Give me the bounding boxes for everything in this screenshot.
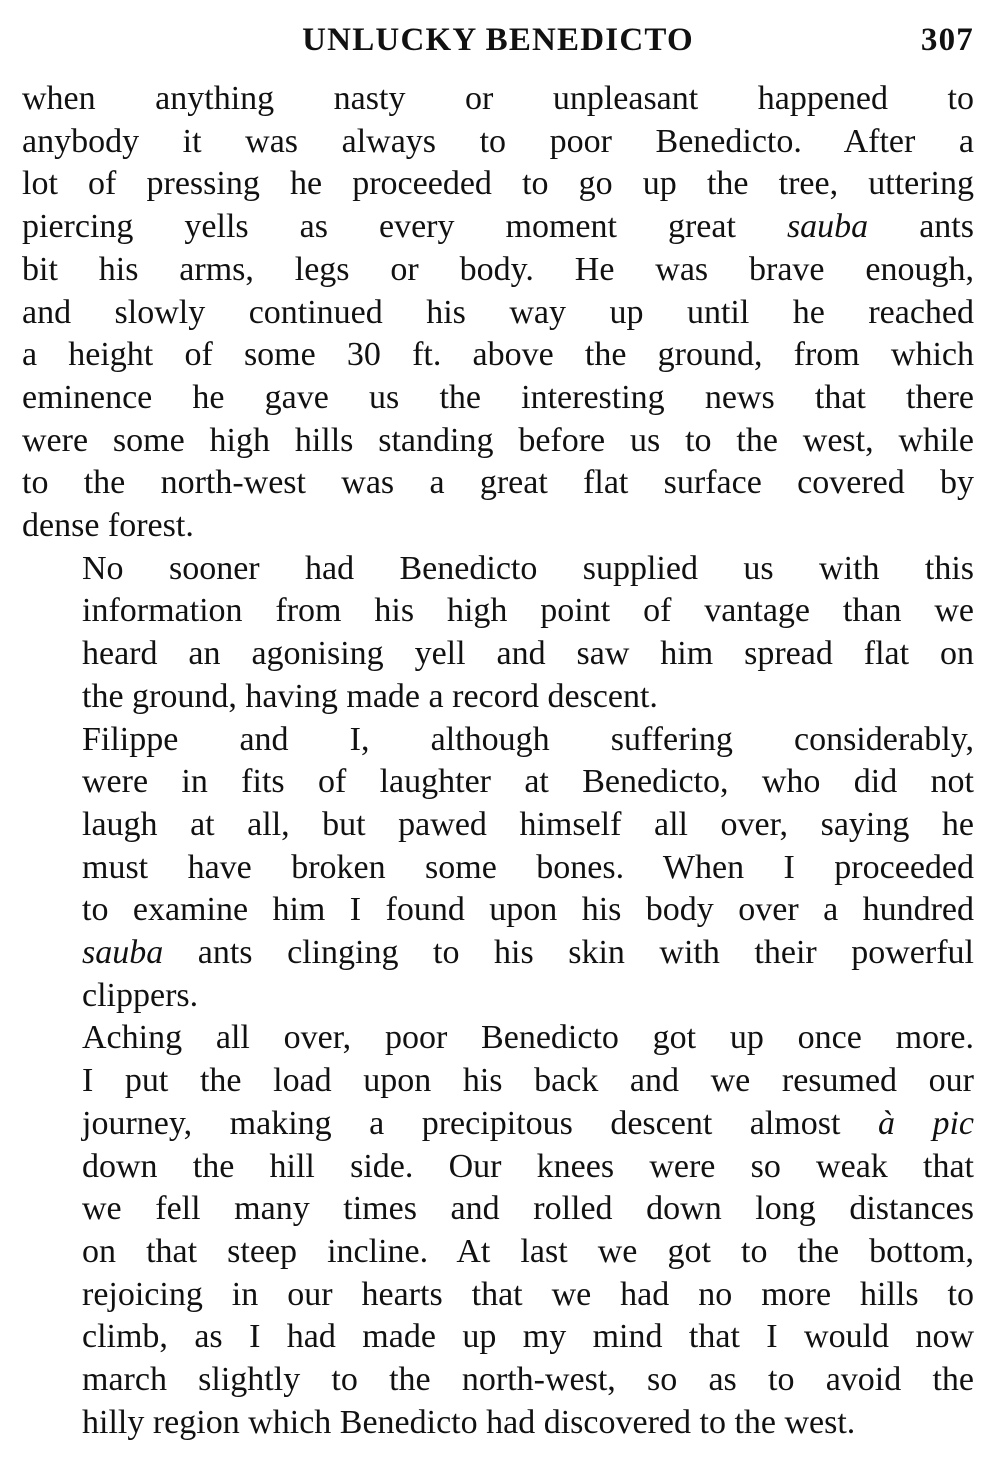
text-line: a height of some 30 ft. above the ground, from which — [22, 336, 974, 374]
text-line: we fell many times and rolled down long distances — [82, 1190, 974, 1228]
page-number: 307 — [920, 22, 974, 58]
text-line: anybody it was always to poor Benedicto. After a — [22, 122, 974, 160]
body-text — [22, 78, 974, 1445]
text-line: were in fits of laughter at Benedicto, who did not — [82, 763, 974, 801]
italic-term: sauba — [786, 208, 869, 246]
text-line: when anything nasty or unpleasant happened to — [22, 80, 974, 117]
text-line: eminence he gave us the interesting news that there — [22, 378, 974, 416]
text-line: on that steep incline. At last we got to the bottom, — [82, 1232, 974, 1270]
text-line: the ground, having made a record descent. — [82, 677, 658, 715]
text-line: hilly region which Benedicto had discovered to the west. — [82, 1403, 856, 1441]
book-page — [22, 18, 974, 1445]
chapter-title: UNLUCKY BENEDICTO — [302, 22, 694, 58]
italic-term: sauba — [82, 934, 164, 972]
text-line: down the hill side. Our knees were so weak that — [82, 1147, 974, 1185]
text-line: lot of pressing he proceeded to go up the tree, uttering — [22, 165, 974, 203]
text-line: No sooner had Benedicto supplied us with this — [82, 549, 974, 587]
text-line: march slightly to the north-west, so as to avoid the — [82, 1361, 974, 1399]
text-line: piercing yells as every moment great sauba ants — [22, 208, 974, 246]
text-line: rejoicing in our hearts that we had no more hills to — [82, 1275, 974, 1313]
text-line: dense forest. — [22, 507, 194, 545]
text-line: laugh at all, but pawed himself all over, saying he — [82, 805, 974, 843]
text-line: sauba ants clinging to his skin with their powerful — [82, 934, 974, 972]
text-line: to the north-west was a great flat surface covered by — [22, 464, 974, 502]
paragraph — [22, 1017, 974, 1444]
text-line: I put the load upon his back and we resumed our — [82, 1062, 974, 1100]
text-line: heard an agonising yell and saw him spread flat on — [82, 635, 974, 673]
paragraph — [22, 548, 974, 719]
text-line: climb, as I had made up my mind that I would now — [82, 1318, 974, 1356]
paragraph — [22, 719, 974, 1018]
running-head — [22, 18, 974, 62]
text-line: bit his arms, legs or body. He was brave enough, — [22, 250, 974, 288]
italic-term: à pic — [877, 1104, 974, 1142]
text-line: clippers. — [82, 976, 199, 1014]
text-line: and slowly continued his way up until he reached — [22, 293, 974, 331]
text-line: Aching all over, poor Benedicto got up once more. — [82, 1019, 974, 1057]
text-line: must have broken some bones. When I proceeded — [82, 848, 974, 886]
text-line: to examine him I found upon his body over a hundred — [82, 891, 974, 929]
text-line: information from his high point of vantage than we — [82, 592, 974, 630]
text-line: Filippe and I, although suffering considerably, — [82, 720, 974, 758]
paragraph — [22, 78, 974, 548]
text-line: journey, making a precipitous descent almost à pic — [82, 1104, 974, 1142]
text-line: were some high hills standing before us to the west, while — [22, 421, 974, 459]
